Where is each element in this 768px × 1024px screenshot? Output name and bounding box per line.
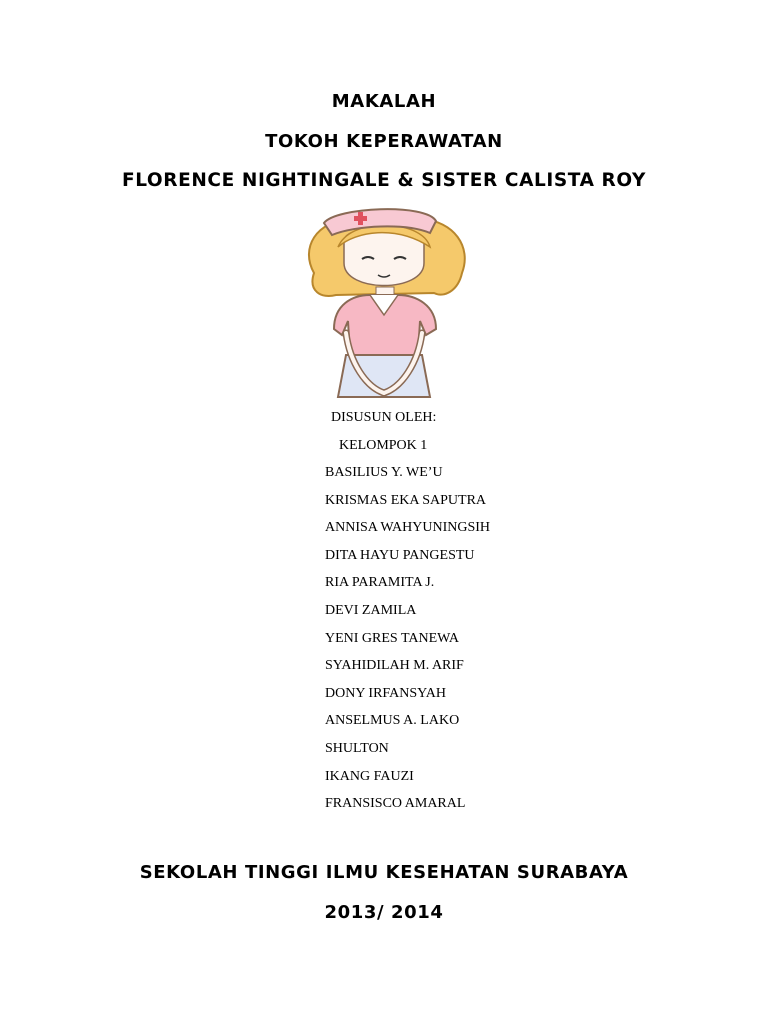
title-figures: FLORENCE NIGHTINGALE & SISTER CALISTA ROY [121, 170, 647, 191]
member-list [325, 465, 490, 824]
member-name: BASILIUS Y. WE’U [325, 465, 443, 480]
member-name: DEVI ZAMILA [325, 602, 417, 618]
member-name: IKANG FAUZI [325, 768, 414, 784]
member-name: ANSELMUS A. LAKO [325, 713, 460, 729]
institution-name: SEKOLAH TINGGI ILMU KESEHATAN SURABAYA [139, 862, 629, 883]
academic-year: 2013/ 2014 [324, 902, 444, 923]
title-makalah: MAKALAH [331, 91, 437, 112]
member-name: ANNISA WAHYUNINGSIH [325, 520, 491, 536]
member-name: DONY IRFANSYAH [325, 685, 446, 701]
compiled-by-label: DISUSUN OLEH: [331, 410, 437, 425]
member-name: SHULTON [325, 740, 389, 756]
member-name: YENI GRES TANEWA [325, 630, 459, 646]
title-subject: TOKOH KEPERAWATAN [265, 131, 503, 152]
nurse-illustration [296, 203, 472, 401]
member-name: RIA PARAMITA J. [325, 575, 435, 591]
member-name: FRANSISCO AMARAL [325, 796, 466, 812]
cap-cross-horizontal [354, 216, 367, 221]
member-name: DITA HAYU PANGESTU [325, 547, 475, 563]
group-label: KELOMPOK 1 [339, 438, 428, 453]
member-name: SYAHIDILAH M. ARIF [325, 658, 464, 674]
member-name: KRISMAS EKA SAPUTRA [325, 492, 487, 508]
